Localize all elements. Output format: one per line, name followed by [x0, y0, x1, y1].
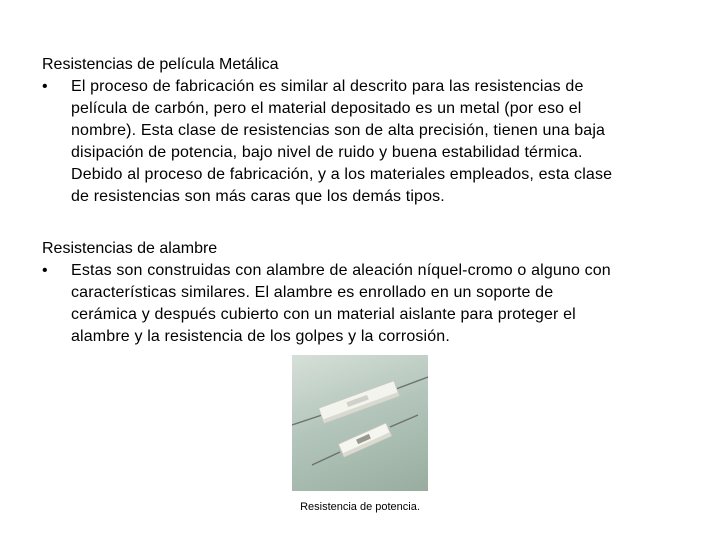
section-metal-film-heading: Resistencias de película Metálica: [42, 56, 279, 73]
bullet-marker: •: [42, 78, 48, 95]
section-wire-wound-heading: Resistencias de alambre: [42, 240, 218, 257]
bullet-line: película de carbón, pero el material depositado es un metal (por eso el: [71, 100, 582, 117]
bullet-line: alambre y la resistencia de los golpes y la corrosión.: [71, 328, 450, 345]
bullet-line: cerámica y después cubierto con un material aislante para proteger el: [71, 306, 576, 323]
resistor-lead: [292, 415, 322, 425]
section-wire-wound: [42, 238, 682, 348]
bullet-line: Estas son construidas con alambre de aleación níquel-cromo o alguno con: [71, 262, 611, 279]
bullet-line: El proceso de fabricación es similar al descrito para las resistencias de: [71, 78, 584, 95]
section-wire-wound-bullet: [42, 260, 682, 348]
bullet-marker: •: [42, 262, 48, 279]
large-power-resistor: [292, 377, 428, 425]
power-resistor-illustration: [292, 355, 428, 491]
bullet-line: Debido al proceso de fabricación, y a los materiales empleados, esta clase: [71, 166, 613, 183]
power-resistor-photo: [292, 355, 428, 491]
bullet-line: disipación de potencia, bajo nivel de ruido y buena estabilidad térmica.: [71, 144, 583, 161]
bullet-line: de resistencias son más caras que los demás tipos.: [71, 188, 445, 205]
resistor-lead: [312, 452, 340, 465]
small-power-resistor: [312, 415, 418, 465]
resistor-lead: [396, 377, 428, 389]
bullet-line: características similares. El alambre es enrollado en un soporte de: [71, 284, 554, 301]
figure-caption: Resistencia de potencia.: [300, 501, 420, 513]
section-metal-film-bullet: [42, 76, 682, 208]
resistor-lead: [390, 415, 418, 427]
bullet-line: nombre). Esta clase de resistencias son de alta precisión, tienen una baja: [71, 122, 606, 139]
section-metal-film: [42, 54, 682, 208]
